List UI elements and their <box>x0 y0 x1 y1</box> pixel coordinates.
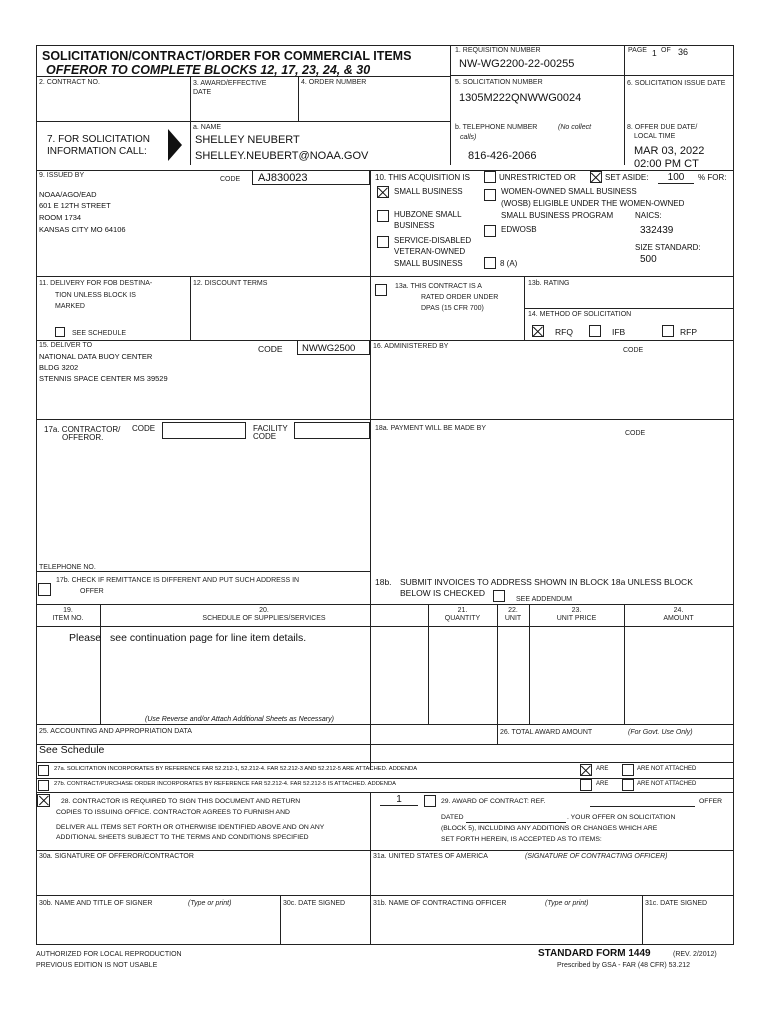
eight-a-checkbox[interactable] <box>484 257 496 269</box>
offer-due-time[interactable]: 02:00 PM CT <box>634 158 699 170</box>
block7-label-line1: 7. FOR SOLICITATION <box>47 134 150 145</box>
ifb-label: IFB <box>612 327 626 337</box>
solicitation-number-label: 5. SOLICITATION NUMBER <box>455 79 543 86</box>
delivery-fob-line2: TION UNLESS BLOCK IS <box>55 292 136 299</box>
schedule-item-no[interactable]: Please <box>69 632 102 644</box>
page-label: PAGE <box>628 47 647 54</box>
deliver-to-address-line2: BLDG 3202 <box>39 363 79 372</box>
naics-code[interactable]: 332439 <box>640 225 674 236</box>
award-date-label: 3. AWARD/EFFECTIVE DATE <box>193 80 267 96</box>
eight-a-label: 8 (A) <box>500 259 518 268</box>
block7-label-line2: INFORMATION CALL: <box>47 146 147 157</box>
accounting-data-value[interactable]: See Schedule <box>39 744 105 756</box>
solicitation-number[interactable]: 1305M222QNWWG0024 <box>459 92 582 104</box>
form-subtitle: OFFEROR TO COMPLETE BLOCKS 12, 17, 23, 24, & 30 <box>46 63 371 77</box>
unrestricted-checkbox[interactable] <box>484 171 496 183</box>
schedule-note: (Use Reverse and/or Attach Additional Sheets as Necessary) <box>145 716 334 723</box>
naics-label: NAICS: <box>635 211 662 220</box>
sdvosb-label-line2: VETERAN-OWNED <box>394 247 466 256</box>
issued-by-address-line2: 601 E 12TH STREET <box>39 201 111 210</box>
see-schedule-label: SEE SCHEDULE <box>72 330 127 337</box>
size-standard-label: SIZE STANDARD: <box>635 243 701 252</box>
27b-are-label: ARE <box>596 781 609 787</box>
hubzone-label-line2: BUSINESS <box>394 221 435 230</box>
submit-invoices-num: 18b. <box>375 577 392 587</box>
page-total: 36 <box>678 47 689 57</box>
award-ref-field[interactable] <box>590 806 695 807</box>
col-item-no: 19. ITEM NO. <box>52 607 84 622</box>
offer-due-date[interactable]: MAR 03, 2022 <box>634 145 705 157</box>
block29-line2: . YOUR OFFER ON SOLICITATION <box>567 814 676 821</box>
contractor-label-line1: 17a. CONTRACTOR/ <box>44 425 121 434</box>
27b-not-checkbox[interactable] <box>622 779 634 791</box>
form-title: SOLICITATION/CONTRACT/ORDER FOR COMMERCIAL ITEMS <box>42 49 412 63</box>
officer-name-note: (Type or print) <box>545 900 589 907</box>
contractor-code-label: CODE <box>132 424 156 433</box>
edwosb-label: EDWOSB <box>501 225 537 234</box>
form-revision: (REV. 2/2012) <box>673 951 717 958</box>
telephone-no-label: TELEPHONE NO. <box>39 564 96 571</box>
sdvosb-label-line1: SERVICE-DISABLED <box>394 236 472 245</box>
submit-invoices-line1: SUBMIT INVOICES TO ADDRESS SHOWN IN BLOCK 18a UNLESS BLOCK <box>400 577 693 587</box>
issued-by-address-line4: KANSAS CITY MO 64106 <box>39 225 126 234</box>
col-amount: 24. AMOUNT <box>663 607 694 622</box>
block28-line1: 28. CONTRACTOR IS REQUIRED TO SIGN THIS DOCUMENT AND RETURN <box>61 798 301 805</box>
contact-name[interactable]: SHELLEY NEUBERT <box>195 134 300 146</box>
administered-by-label: 16. ADMINISTERED BY <box>373 343 449 350</box>
deliver-to-address-line3: STENNIS SPACE CENTER MS 39529 <box>39 374 168 383</box>
set-aside-percent[interactable]: 100 <box>658 172 694 184</box>
set-aside-label: SET ASIDE: <box>605 173 649 182</box>
footer-previous-edition: PREVIOUS EDITION IS NOT USABLE <box>36 962 158 969</box>
total-award-note: (For Govt. Use Only) <box>628 729 693 736</box>
payment-by-label: 18a. PAYMENT WILL BE MADE BY <box>375 425 486 432</box>
contractor-sign-checkbox[interactable] <box>37 794 50 807</box>
total-award-label: 26. TOTAL AWARD AMOUNT <box>500 729 593 736</box>
rated-order-line1: 13a. THIS CONTRACT IS A <box>395 283 482 290</box>
block29-dated: DATED <box>441 814 464 821</box>
award-dated-field[interactable] <box>466 822 566 823</box>
set-aside-checkbox[interactable] <box>590 171 602 183</box>
usa-label: 31a. UNITED STATES OF AMERICA <box>373 853 488 860</box>
offeror-date-label: 30c. DATE SIGNED <box>283 900 346 907</box>
edwosb-checkbox[interactable] <box>484 225 496 237</box>
percent-for-label: % FOR: <box>698 173 727 182</box>
contact-email[interactable]: SHELLEY.NEUBERT@NOAA.GOV <box>195 150 369 162</box>
arrow-right-icon <box>168 129 182 161</box>
rating-label: 13b. RATING <box>528 280 570 287</box>
solicitation-issue-date-label: 6. SOLICITATION ISSUE DATE <box>627 80 726 87</box>
issued-by-address-line3: ROOM 1734 <box>39 213 82 222</box>
schedule-description[interactable]: see continuation page for line item details. <box>110 632 307 644</box>
page-current: 1 <box>652 48 657 58</box>
27b-text: 27b. CONTRACT/PURCHASE ORDER INCORPORATES BY REFERENCE FAR 52.212-4. FAR 52.212-5 IS ATTACHED. ADDENDA <box>54 781 396 787</box>
facility-label-line2: CODE <box>253 432 277 441</box>
small-business-checkbox[interactable] <box>377 186 389 198</box>
discount-terms-label: 12. DISCOUNT TERMS <box>193 280 268 287</box>
27a-text: 27a. SOLICITATION INCORPORATES BY REFERENCE FAR 52.212-1, 52.212-4. FAR 52.212-3 AND 52.212-5 ARE ATTACHED. ADDENDA <box>54 766 418 772</box>
see-schedule-checkbox[interactable] <box>55 327 65 337</box>
officer-name-label: 31b. NAME OF CONTRACTING OFFICER <box>373 900 507 907</box>
27a-are-checkbox[interactable] <box>580 764 592 776</box>
signer-name-note: (Type or print) <box>188 900 232 907</box>
deliver-to-address-line1: NATIONAL DATA BUOY CENTER <box>39 352 153 361</box>
wosb-label-line3: SMALL BUSINESS PROGRAM <box>501 211 614 220</box>
27b-checkbox[interactable] <box>38 780 49 791</box>
27b-not-label: ARE NOT ATTACHED <box>637 781 697 787</box>
telephone-label: b. TELEPHONE NUMBER <box>455 124 538 131</box>
rfp-label: RFP <box>680 327 697 337</box>
footer-reproduction: AUTHORIZED FOR LOCAL REPRODUCTION <box>36 951 182 958</box>
form-prescribed: Prescribed by GSA - FAR (48 CFR) 53.212 <box>557 962 691 969</box>
award-checkbox[interactable] <box>424 795 436 807</box>
administered-by-code-label: CODE <box>623 347 644 354</box>
contractor-label-line2: OFFEROR. <box>62 433 104 442</box>
accounting-data-label: 25. ACCOUNTING AND APPROPRIATION DATA <box>39 728 192 735</box>
telephone-note-2: calls) <box>460 134 477 141</box>
issued-by-code-label: CODE <box>220 176 241 183</box>
delivery-fob-line1: 11. DELIVERY FOR FOB DESTINA- <box>39 280 153 287</box>
block28-line3: DELIVER ALL ITEMS SET FORTH OR OTHERWISE IDENTIFIED ABOVE AND ON ANY <box>56 824 325 831</box>
issued-by-label: 9. ISSUED BY <box>39 172 85 179</box>
submit-invoices-line2: BELOW IS CHECKED <box>400 588 486 598</box>
wosb-label-line1: WOMEN-OWNED SMALL BUSINESS <box>501 187 637 196</box>
deliver-to-code-label: CODE <box>258 344 283 354</box>
offeror-signature-label: 30a. SIGNATURE OF OFFEROR/CONTRACTOR <box>39 853 194 860</box>
rfq-label: RFQ <box>555 327 573 337</box>
see-addendum-label: SEE ADDENDUM <box>516 596 573 603</box>
block29-offer: OFFER <box>699 798 723 805</box>
issued-by-address-line1: NOAA/AGO/EAD <box>39 190 97 199</box>
acquisition-label: 10. THIS ACQUISITION IS <box>375 173 470 182</box>
block28-line4: ADDITIONAL SHEETS SUBJECT TO THE TERMS AND CONDITIONS SPECIFIED <box>56 834 309 841</box>
rfq-checkbox[interactable] <box>532 325 544 337</box>
remittance-line1: 17b. CHECK IF REMITTANCE IS DIFFERENT AND PUT SUCH ADDRESS IN <box>56 577 300 584</box>
see-addendum-checkbox[interactable] <box>493 590 505 602</box>
delivery-fob-line3: MARKED <box>55 303 85 310</box>
deliver-to-label: 15. DELIVER TO <box>39 342 93 349</box>
telephone-note: (No collect <box>558 124 592 131</box>
remittance-line2: OFFER <box>80 588 104 595</box>
27a-not-checkbox[interactable] <box>622 764 634 776</box>
contractor-code-field[interactable] <box>162 422 246 439</box>
col-schedule: 20. SCHEDULE OF SUPPLIES/SERVICES <box>202 607 326 622</box>
wosb-label-line2: (WOSB) ELIGIBLE UNDER THE WOMEN-OWNED <box>501 199 685 208</box>
27b-are-checkbox[interactable] <box>580 779 592 791</box>
payment-code-label: CODE <box>625 430 646 437</box>
requisition-number[interactable]: NW-WG2200-22-00255 <box>459 58 575 70</box>
ifb-checkbox[interactable] <box>589 325 601 337</box>
27a-are-label: ARE <box>596 766 609 772</box>
method-of-solicitation-label: 14. METHOD OF SOLICITATION <box>528 311 632 318</box>
wosb-checkbox[interactable] <box>484 189 496 201</box>
rated-order-line3: DPAS (15 CFR 700) <box>421 305 484 312</box>
contact-phone[interactable]: 816-426-2066 <box>468 150 537 162</box>
officer-date-label: 31c. DATE SIGNED <box>645 900 708 907</box>
col-unit: 22. UNIT <box>504 607 522 622</box>
order-number-label: 4. ORDER NUMBER <box>301 79 367 86</box>
rfp-checkbox[interactable] <box>662 325 674 337</box>
contract-number-label: 2. CONTRACT NO. <box>39 79 100 86</box>
issued-by-code: AJ830023 <box>258 172 308 184</box>
deliver-to-code: NWWG2500 <box>302 343 356 354</box>
27a-checkbox[interactable] <box>38 765 49 776</box>
sdvosb-checkbox[interactable] <box>377 236 389 248</box>
form-number: STANDARD FORM 1449 <box>538 948 651 959</box>
block29-line3: (BLOCK 5), INCLUDING ANY ADDITIONS OR CHANGES WHICH ARE <box>441 825 658 832</box>
contact-name-label: a. NAME <box>193 124 222 131</box>
offer-due-date-label: 8. OFFER DUE DATE/ <box>627 124 698 131</box>
sdvosb-label-line3: SMALL BUSINESS <box>394 259 463 268</box>
unrestricted-label: UNRESTRICTED OR <box>499 173 576 182</box>
size-standard[interactable]: 500 <box>640 254 657 265</box>
small-business-label: SMALL BUSINESS <box>394 187 463 196</box>
block28-copies[interactable]: 1 <box>380 794 418 806</box>
block28-line2: COPIES TO ISSUING OFFICE. CONTRACTOR AGREES TO FURNISH AND <box>56 809 290 816</box>
requisition-number-label: 1. REQUISITION NUMBER <box>455 47 541 54</box>
officer-signature-note: (SIGNATURE OF CONTRACTING OFFICER) <box>525 853 668 860</box>
hubzone-checkbox[interactable] <box>377 210 389 222</box>
offer-due-time-label: LOCAL TIME <box>634 133 676 140</box>
page-of-label: OF <box>661 47 671 54</box>
signer-name-label: 30b. NAME AND TITLE OF SIGNER <box>39 900 153 907</box>
facility-code-field[interactable] <box>294 422 370 439</box>
block29-line4: SET FORTH HEREIN, IS ACCEPTED AS TO ITEMS: <box>441 836 602 843</box>
hubzone-label-line1: HUBZONE SMALL <box>394 210 462 219</box>
block29-line1: 29. AWARD OF CONTRACT: REF. <box>441 798 546 805</box>
facility-label-line1: FACILITY <box>253 424 288 433</box>
col-quantity: 21. QUANTITY <box>444 607 481 622</box>
rated-order-line2: RATED ORDER UNDER <box>421 294 499 301</box>
remittance-checkbox[interactable] <box>38 583 51 596</box>
rated-order-checkbox[interactable] <box>375 284 387 296</box>
col-unit-price: 23. UNIT PRICE <box>556 607 597 622</box>
27a-not-label: ARE NOT ATTACHED <box>637 766 697 772</box>
